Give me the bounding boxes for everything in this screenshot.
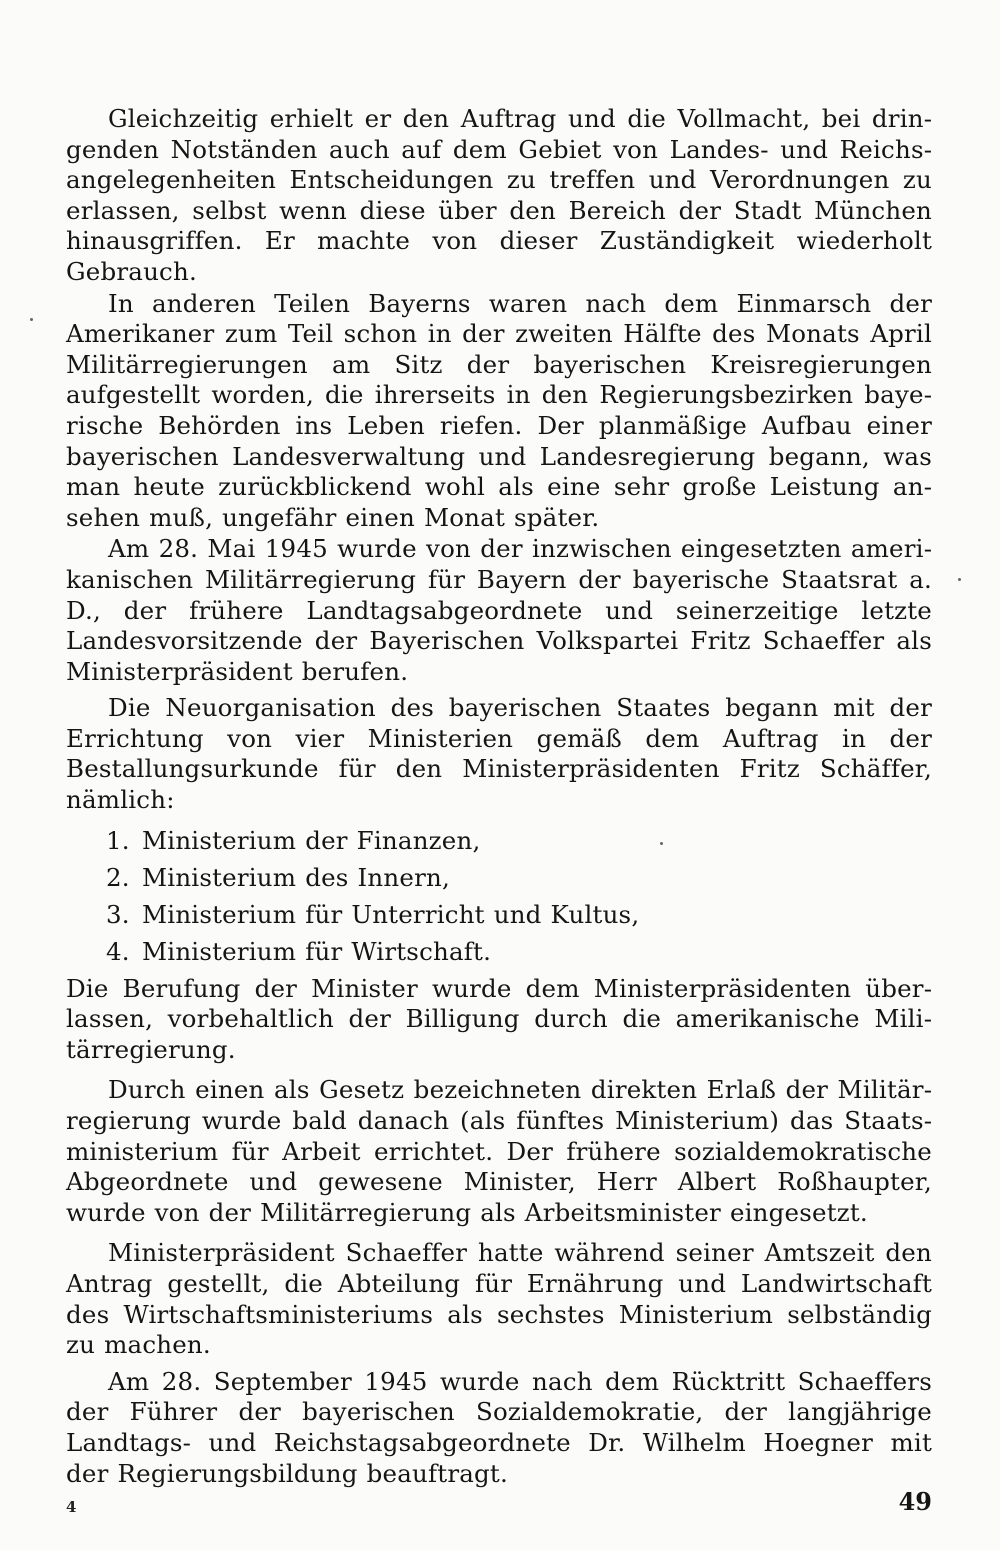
paragraph-authority: Gleichzeitig erhielt er den Auftrag und die Vollmacht, bei dringenden Notständen auch auf dem Gebiet von Landes- und Reichsangelegenheiten Entscheidungen zu treffen und Verordnungen zu erlassen, selbst wenn diese über den Bereich der Stadt München hinausgriffen. Er machte von dieser Zuständigkeit wiederholt Gebrauch. — [66, 104, 932, 286]
list-number: 2. — [106, 862, 130, 892]
paragraph-schaeffer-appointment: Am 28. Mai 1945 wurde von der inzwischen eingesetzten amerikanischen Militärregierung für Bayern der bayerische Staatsrat a. D., der frühere Landtagsabgeordnete und seinerzeitige letzte Landesvorsitzende der Bayerischen Volkspartei Fritz Schaeffer als Ministerpräsident berufen. — [66, 534, 932, 686]
list-item — [66, 822, 932, 859]
paragraph-labour-ministry: Durch einen als Gesetz bezeichneten direkten Erlaß der Militärregierung wurde bald danach (als fünftes Ministerium) das Staatsministerium für Arbeit errichtet. Der frühere sozialdemokratische Abgeordnete und gewesene Minister, Herr Albert Roßhaupter, wurde von der Militärregierung als Arbeitsminister eingesetzt. — [66, 1075, 932, 1227]
list-item — [66, 859, 932, 896]
paragraph-agriculture-ministry: Ministerpräsident Schaeffer hatte während seiner Amtszeit den Antrag gestellt, die Abteilung für Ernährung und Landwirtschaft des Wirtschaftsministeriums als sechstes Ministerium selbständig zu machen. — [66, 1238, 932, 1360]
list-number: 1. — [106, 825, 130, 855]
paragraph-hoegner: Am 28. September 1945 wurde nach dem Rücktritt Schaeffers der Führer der bayerischen Sozialdemokratie, der langjährige Landtags- und Reichstagsabgeordnete Dr. Wilhelm Hoegner mit der Regierungsbildung beauftragt. — [66, 1366, 932, 1488]
list-text: Ministerium der Finanzen, — [142, 825, 481, 855]
list-number: 4. — [106, 936, 130, 966]
list-text: Ministerium des Innern, — [142, 862, 450, 892]
signature-mark: 4 — [66, 1498, 77, 1516]
paragraph-reorganisation: Die Neuorganisation des bayerischen Staates begann mit der Errichtung von vier Ministerien gemäß dem Auftrag in der Bestallungsurkunde für den Ministerpräsidenten Fritz Schäffer, nämlich: — [66, 693, 932, 815]
list-text: Ministerium für Wirtschaft. — [142, 936, 492, 966]
print-speck — [30, 318, 33, 321]
body-text — [66, 104, 932, 1489]
list-item — [66, 933, 932, 970]
list-text: Ministerium für Unterricht und Kultus, — [142, 899, 640, 929]
ministry-list — [66, 822, 932, 970]
page-number: 49 — [898, 1487, 932, 1516]
list-item — [66, 896, 932, 933]
paragraph-military-governments: In anderen Teilen Bayerns waren nach dem Einmarsch der Amerikaner zum Teil schon in der zweiten Hälfte des Monats April Militärregierungen am Sitz der bayerischen Kreisregierungen aufgestellt worden, die ihrerseits in den Regierungsbezirken bayerische Behörden ins Leben riefen. Der planmäßige Aufbau einer bayerischen Landesverwaltung und Landesregierung begann, was man heute zurückblickend wohl als eine sehr große Leistung ansehen muß, ungefähr einen Monat später. — [66, 288, 932, 532]
print-speck — [660, 842, 663, 845]
print-speck — [958, 578, 961, 581]
paragraph-appointment-ministers: Die Berufung der Minister wurde dem Ministerpräsidenten überlassen, vorbehaltlich der Billigung durch die amerikanische Militärregierung. — [66, 973, 932, 1064]
list-number: 3. — [106, 899, 130, 929]
